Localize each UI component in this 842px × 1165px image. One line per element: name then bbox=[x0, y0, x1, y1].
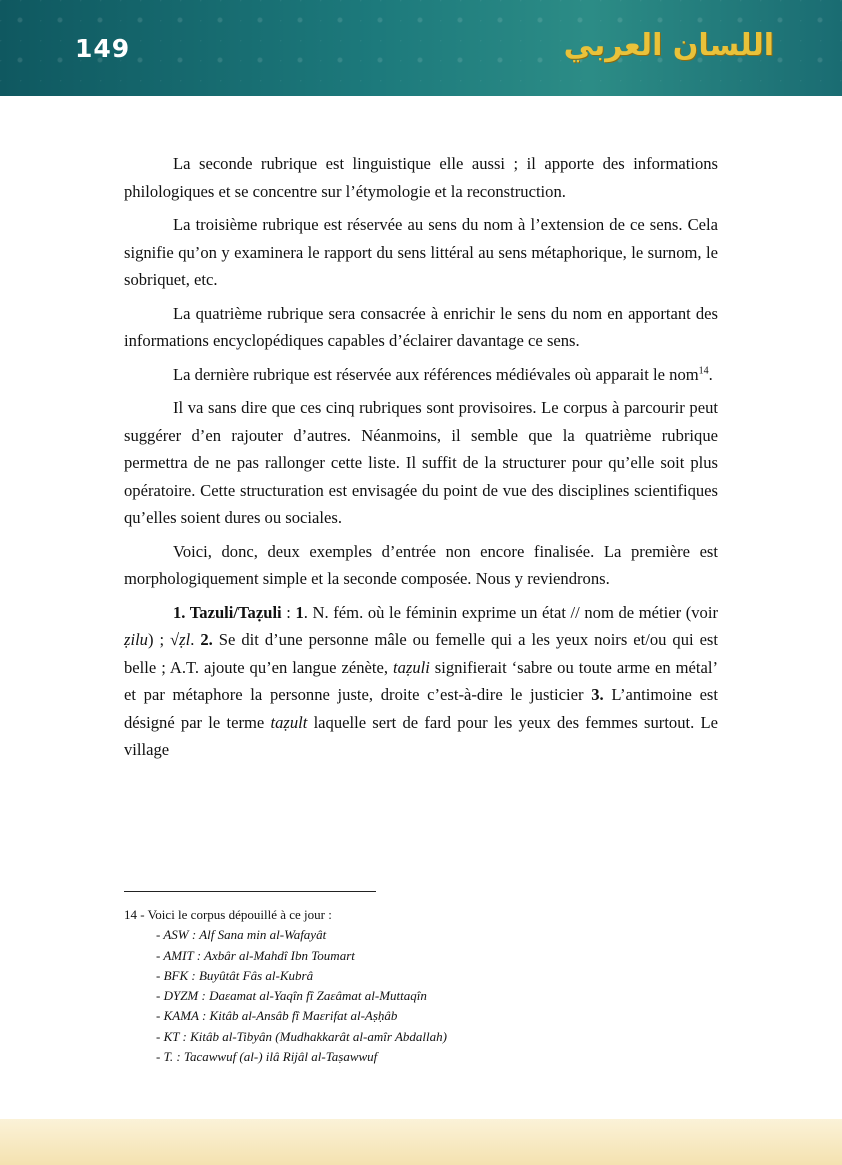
corpus-item: - T. : Tacawwuf (al-) ilâ Rijâl al-Taṣawwuf bbox=[156, 1049, 378, 1065]
paragraph: Il va sans dire que ces cinq rubriques sont provisoires. Le corpus à parcourir peut suggérer d’en rajouter d’autres. Néanmoins, il semble que la quatrième rubrique permettra de ne pas rallonger cette liste. Il suffit de la structurer pour qu’elle soit plus opératoire. Cette structuration est envisagée du point de vue des disciplines scientifiques qu’elles soient dures ou sociales. bbox=[124, 398, 718, 527]
entry-root: ẓl bbox=[179, 630, 191, 649]
article-body bbox=[124, 150, 718, 770]
paragraph-text: La dernière rubrique est réservée aux références médiévales où apparait le nom bbox=[173, 364, 699, 384]
corpus-item: - ASW : Alf Sana min al-Wafayât bbox=[156, 927, 327, 943]
corpus-item: - BFK : Buyûtât Fâs al-Kubrâ bbox=[156, 967, 314, 983]
entry-text: : bbox=[281, 602, 296, 622]
paragraph bbox=[124, 361, 718, 389]
corpus-item: - KAMA : Kitâb al-Ansâb fî Maɛrifat al-Aṣḥâb bbox=[156, 1008, 398, 1024]
entry-term: taẓuli bbox=[392, 657, 430, 677]
footnote-ref[interactable]: 14 bbox=[698, 364, 709, 376]
sense-number: 2. bbox=[200, 630, 213, 649]
paragraph: La seconde rubrique est linguistique elle aussi ; il apporte des informations philologiques et se concentre sur l’étymologie et la reconstruction. bbox=[124, 154, 718, 201]
paragraph-end: . bbox=[708, 364, 713, 384]
corpus-item: - KT : Kitâb al-Tibyân (Mudhakkarât al-amîr Abdallah) bbox=[156, 1028, 447, 1044]
entry-text: . N. fém. où le féminin exprime un état // nom de métier (voir bbox=[303, 602, 718, 622]
footnotes bbox=[124, 905, 724, 1067]
corpus-item: - DYZM : Daɛamat al-Yaqîn fî Zaɛâmat al-Muttaqîn bbox=[156, 988, 427, 1004]
entry-heading: 1. Tazuli/Taẓuli bbox=[173, 602, 282, 622]
footnote-title: 14 - Voici le corpus dépouillé à ce jour : bbox=[124, 907, 332, 922]
dictionary-entry bbox=[124, 599, 718, 764]
page-header bbox=[0, 0, 842, 96]
journal-logo: اللسان العربي bbox=[563, 28, 774, 63]
paragraph: La quatrième rubrique sera consacrée à enrichir le sens du nom en apportant des informations encyclopédiques capables d’éclairer davantage ce sens. bbox=[124, 303, 718, 350]
sense-number: 1 bbox=[295, 602, 304, 622]
paragraph: Voici, donc, deux exemples d’entrée non encore finalisée. La première est morphologiquement simple et la seconde composée. Nous y reviendrons. bbox=[124, 541, 718, 588]
entry-text: signifierait ‘sabre ou toute arme en métal’ et par métaphore la personne juste, droite c’est-à-dire le justicier bbox=[124, 657, 718, 704]
entry-term: taẓult bbox=[270, 712, 308, 732]
entry-text: laquelle sert de fard pour les yeux des femmes surtout. Le village bbox=[124, 712, 718, 759]
corpus-item: - AMIT : Axbâr al-Mahdî Ibn Toumart bbox=[156, 947, 355, 963]
page-footer-band bbox=[0, 1119, 842, 1165]
entry-term: ẓilu bbox=[124, 630, 148, 649]
sense-number: 3. bbox=[591, 685, 604, 704]
footnote-separator bbox=[124, 891, 376, 892]
paragraph: La troisième rubrique est réservée au sens du nom à l’extension de ce sens. Cela signifie qu’on y examinera le rapport du sens littéral au sens métaphorique, le surnom, le sobriquet, etc. bbox=[124, 215, 718, 289]
page-number: 149 bbox=[75, 34, 131, 63]
entry-text: ) ; √ bbox=[147, 630, 180, 649]
entry-text: . bbox=[190, 630, 201, 649]
entry-text: Se dit d’une personne mâle ou femelle qui a les yeux noirs et/ou qui est belle ; A.T. ajoute qu’en langue zénète, bbox=[124, 630, 719, 677]
entry-text: L’antimoine est désigné par le terme bbox=[124, 685, 718, 732]
